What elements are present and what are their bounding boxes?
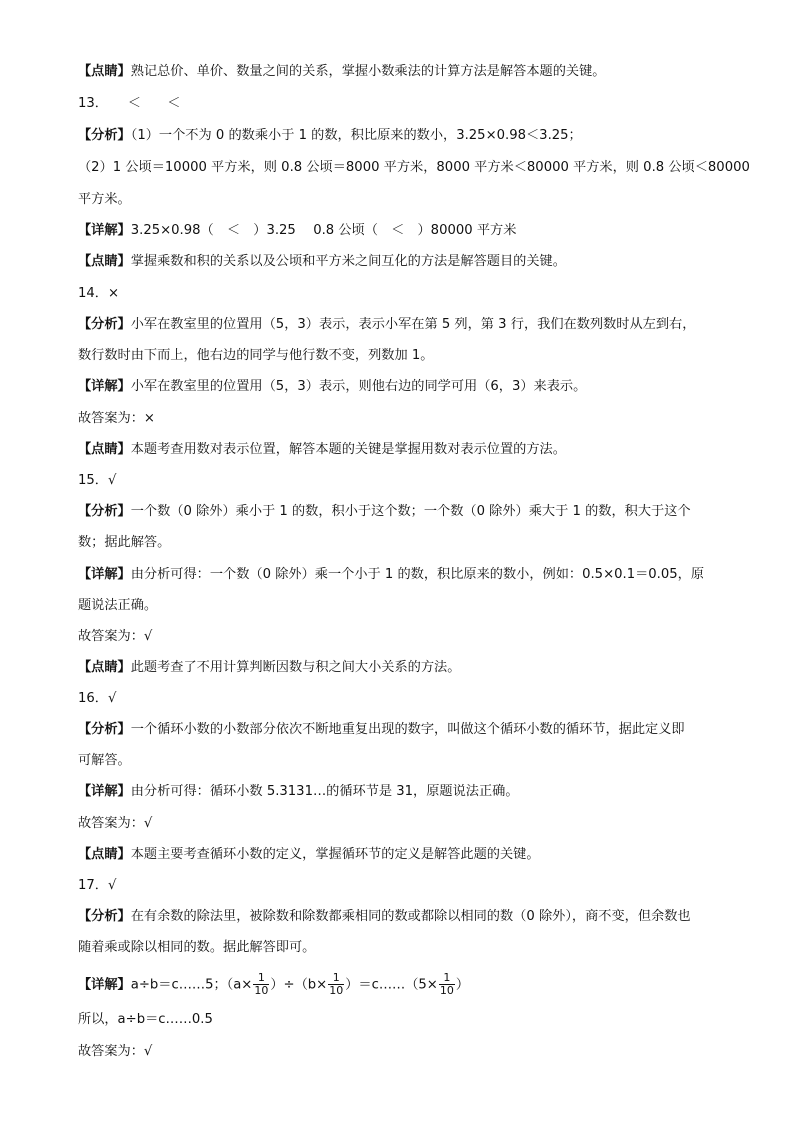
fraction xyxy=(439,972,455,997)
text-line xyxy=(78,566,704,584)
text-line xyxy=(78,472,116,490)
text-line xyxy=(78,939,315,957)
line-text: 故答案为：× xyxy=(78,411,155,426)
section-tag: 【详解】 xyxy=(78,784,131,799)
text-line xyxy=(78,1043,152,1061)
text-line xyxy=(78,410,155,428)
line-text: 数；据此解答。 xyxy=(78,535,171,550)
line-text: 题说法正确。 xyxy=(78,598,158,613)
line-text: 由分析可得：循环小数 5.3131…的循环节是 31，原题说法正确。 xyxy=(130,784,519,799)
section-tag: 【点睛】 xyxy=(78,660,131,675)
line-text: 由分析可得：一个数（0 除外）乘一个小于 1 的数，积比原来的数小，例如：0.5×0.1＝0.05，原 xyxy=(130,567,705,582)
equation-part: ）÷（b× xyxy=(270,977,328,993)
line-text: （1）一个不为 0 的数乘小于 1 的数，积比原来的数小，3.25×0.98＜3.25； xyxy=(130,128,582,143)
text-line xyxy=(78,846,540,864)
text-line xyxy=(78,721,685,739)
section-tag: 【点睛】 xyxy=(78,847,131,862)
line-text: 掌握乘数和积的关系以及公顷和平方米之间互化的方法是解答题目的关键。 xyxy=(130,254,566,269)
equation-part: a÷b＝c……5；（a× xyxy=(130,977,253,993)
line-text: 熟记总价、单价、数量之间的关系，掌握小数乘法的计算方法是解答本题的关键。 xyxy=(130,64,606,79)
fraction-denominator: 10 xyxy=(439,984,454,997)
line-text: 随着乘或除以相同的数。据此解答即可。 xyxy=(78,940,316,955)
line-text: 17．√ xyxy=(78,878,117,893)
section-tag: 【详解】 xyxy=(78,567,131,582)
line-text: 故答案为：√ xyxy=(78,629,153,644)
section-tag: 【详解】 xyxy=(78,379,131,394)
line-text: 所以，a÷b＝c……0.5 xyxy=(78,1012,213,1027)
text-line xyxy=(78,503,691,521)
fraction-denominator: 10 xyxy=(329,984,344,997)
line-text: 13． ＜ ＜ xyxy=(78,96,181,111)
line-text: 3.25×0.98（ ＜ ）3.25 0.8 公顷（ ＜ ）80000 平方米 xyxy=(130,223,517,238)
fraction-numerator: 1 xyxy=(439,972,455,985)
text-line xyxy=(78,378,586,396)
line-text: 故答案为：√ xyxy=(78,1044,153,1059)
text-line xyxy=(78,752,131,770)
section-tag: 【分析】 xyxy=(78,317,131,332)
text-line xyxy=(78,1011,213,1029)
text-line xyxy=(78,159,750,177)
section-tag: 【详解】 xyxy=(78,977,131,993)
text-line xyxy=(78,95,181,113)
line-text: 小军在教室里的位置用（5，3）表示，表示小军在第 5 列，第 3 行，我们在数列数时从左到右， xyxy=(130,317,696,332)
text-line xyxy=(78,908,691,926)
line-text: 可解答。 xyxy=(78,753,131,768)
fraction xyxy=(328,972,344,997)
text-line xyxy=(78,316,695,334)
text-line xyxy=(78,534,170,552)
section-tag: 【点睛】 xyxy=(78,442,131,457)
line-text: 一个循环小数的小数部分依次不断地重复出现的数字，叫做这个循环小数的循环节，据此定义即 xyxy=(130,722,685,737)
text-line xyxy=(78,783,519,801)
line-text: 14．× xyxy=(78,286,120,301)
equation-part: ）＝c……（5× xyxy=(345,977,438,993)
line-text: 小军在教室里的位置用（5，3）表示，则他右边的同学可用（6，3）来表示。 xyxy=(130,379,587,394)
line-text: 在有余数的除法里，被除数和除数都乘相同的数或都除以相同的数（0 除外），商不变，但余数也 xyxy=(130,909,691,924)
detail-17-line xyxy=(78,972,469,997)
fraction xyxy=(253,972,269,997)
section-tag: 【分析】 xyxy=(78,128,131,143)
text-line xyxy=(78,877,116,895)
section-tag: 【点睛】 xyxy=(78,254,131,269)
text-line xyxy=(78,191,131,209)
fraction-numerator: 1 xyxy=(253,972,269,985)
text-line xyxy=(78,690,116,708)
text-line xyxy=(78,127,582,145)
line-text: 此题考查了不用计算判断因数与积之间大小关系的方法。 xyxy=(130,660,461,675)
line-text: 16．√ xyxy=(78,691,117,706)
text-line xyxy=(78,628,152,646)
section-tag: 【详解】 xyxy=(78,223,131,238)
line-text: 故答案为：√ xyxy=(78,816,153,831)
line-text: 平方米。 xyxy=(78,192,131,207)
fraction-denominator: 10 xyxy=(254,984,269,997)
text-line xyxy=(78,659,460,677)
text-line xyxy=(78,222,516,240)
text-line xyxy=(78,347,433,365)
text-line xyxy=(78,441,566,459)
text-line xyxy=(78,285,119,303)
line-text: 数行数时由下而上，他右边的同学与他行数不变，列数加 1。 xyxy=(78,348,434,363)
section-tag: 【分析】 xyxy=(78,909,131,924)
line-text: （2）1 公顷＝10000 平方米，则 0.8 公顷＝8000 平方米，8000 平方米＜80000 平方米，则 0.8 公顷＜80000 xyxy=(78,160,750,175)
fraction-numerator: 1 xyxy=(328,972,344,985)
equation-part: ） xyxy=(455,977,470,993)
section-tag: 【点睛】 xyxy=(78,64,131,79)
line-text: 一个数（0 除外）乘小于 1 的数，积小于这个数；一个数（0 除外）乘大于 1 的数，积大于这个 xyxy=(130,504,691,519)
text-line xyxy=(78,63,606,81)
text-line xyxy=(78,597,157,615)
line-text: 15．√ xyxy=(78,473,117,488)
section-tag: 【分析】 xyxy=(78,504,131,519)
text-line xyxy=(78,253,566,271)
line-text: 本题主要考查循环小数的定义，掌握循环节的定义是解答此题的关键。 xyxy=(130,847,540,862)
line-text: 本题考查用数对表示位置，解答本题的关键是掌握用数对表示位置的方法。 xyxy=(130,442,566,457)
text-line xyxy=(78,815,152,833)
section-tag: 【分析】 xyxy=(78,722,131,737)
